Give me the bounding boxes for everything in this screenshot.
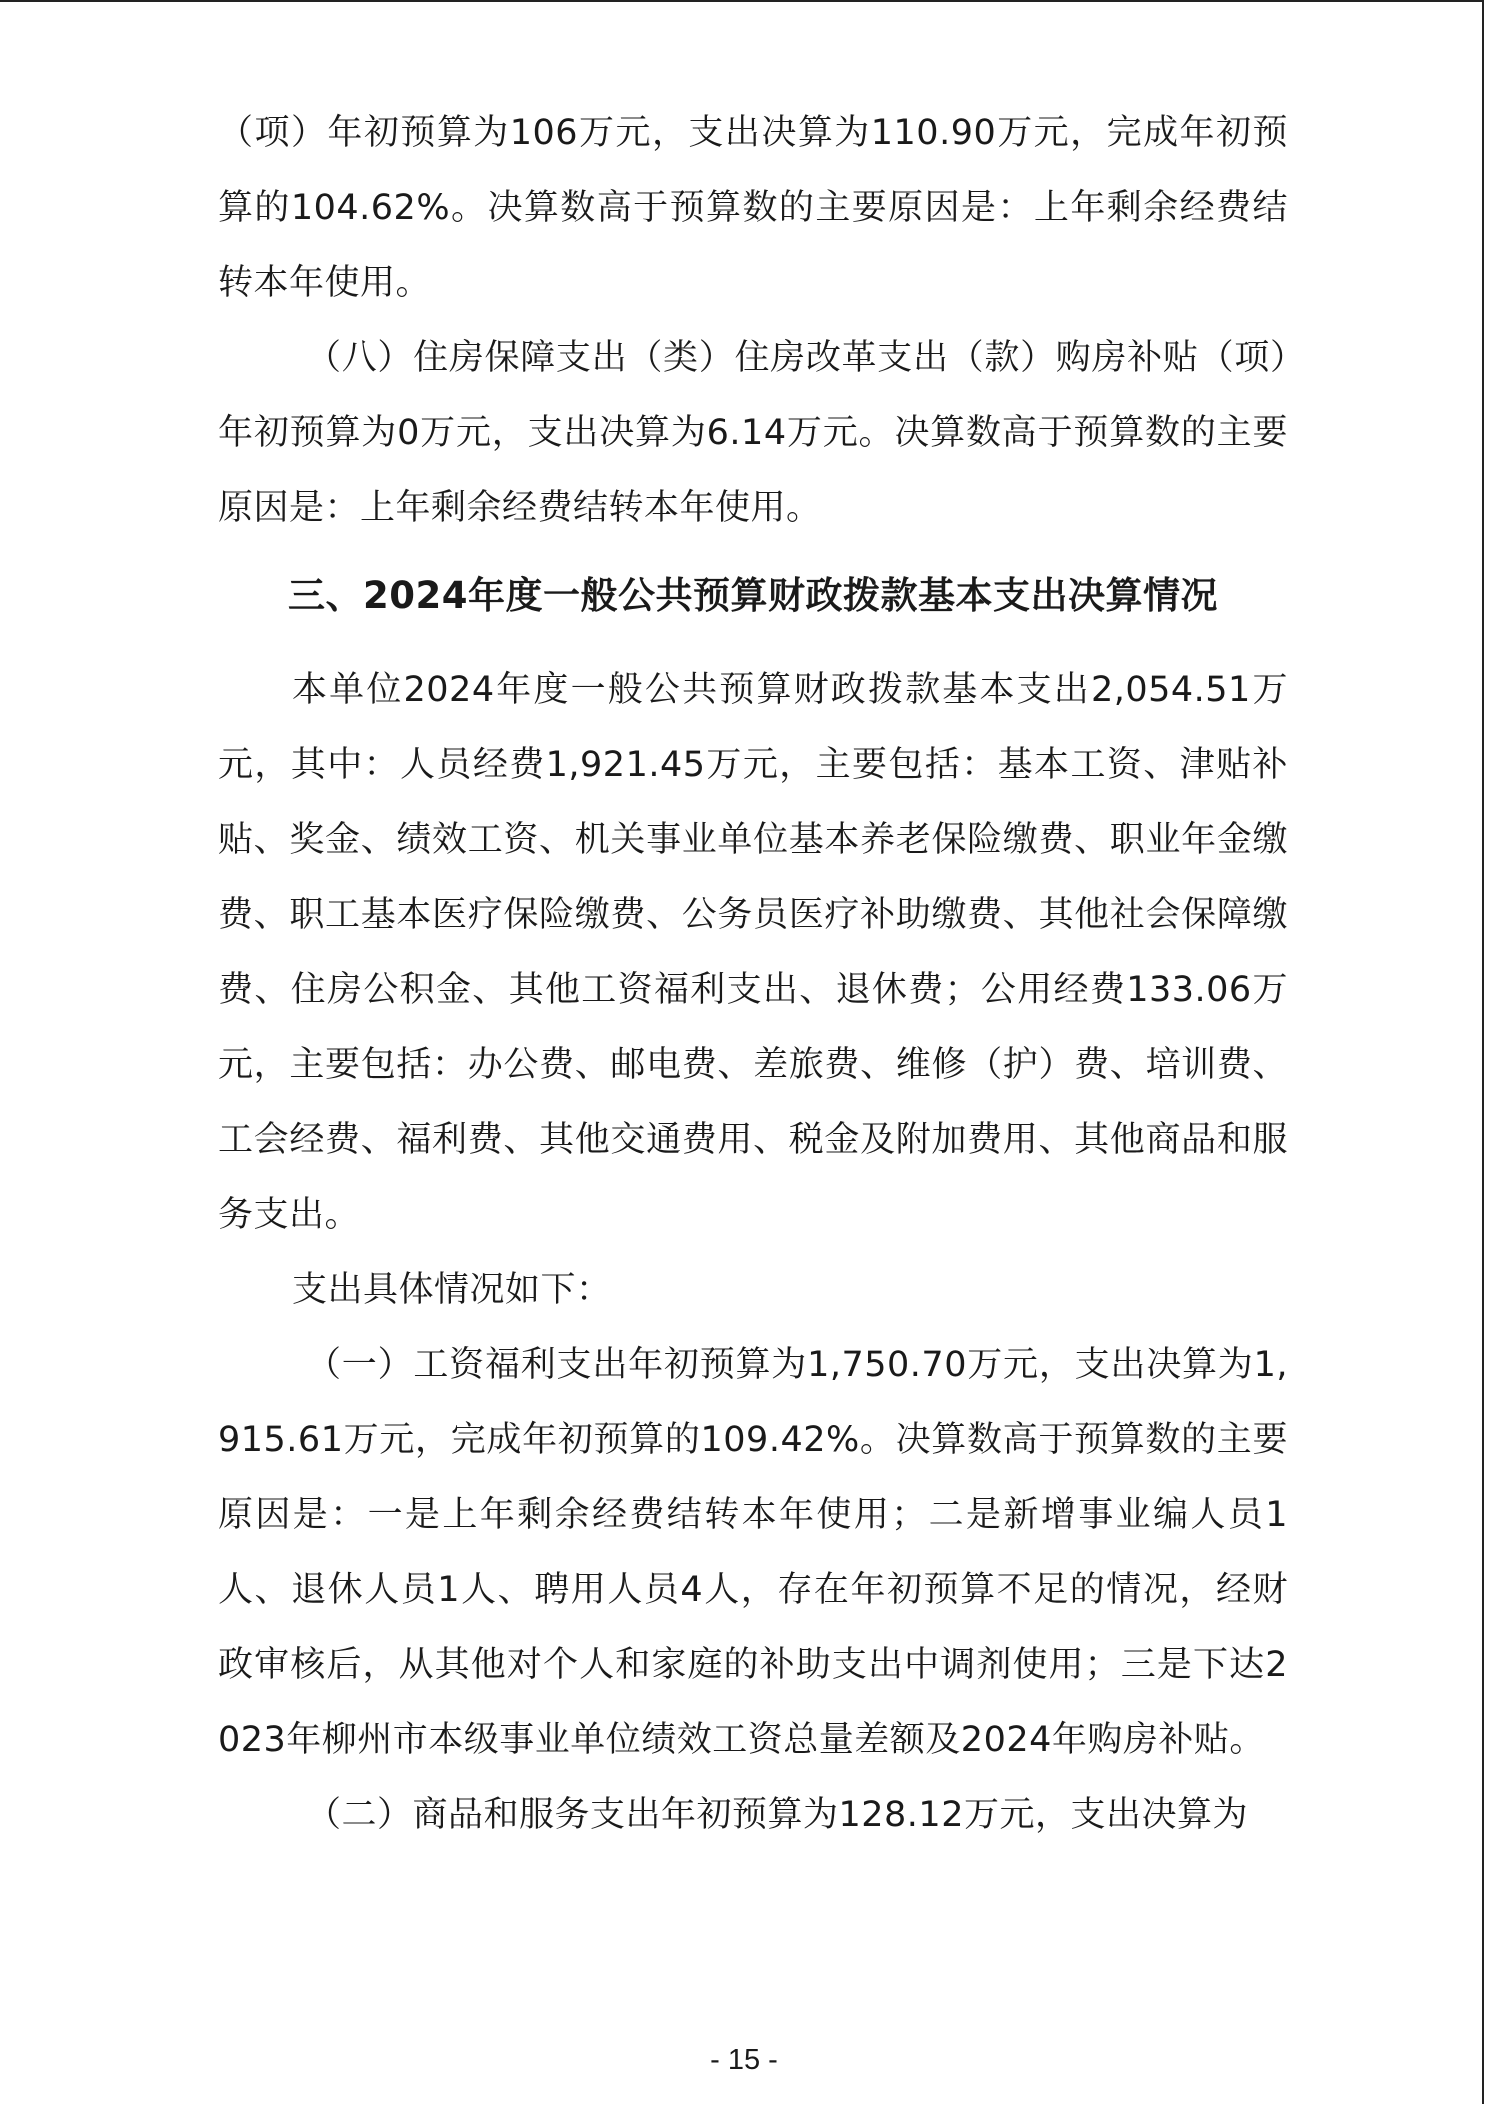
section-heading: 三、2024年度一般公共预算财政拨款基本支出决算情况 <box>288 574 1218 617</box>
paragraph-goods-services: （二）商品和服务支出年初预算为128.12万元，支出决算为 <box>306 1795 1248 1835</box>
paragraph-basic-expenditure: 本单位2024年度一般公共预算财政拨款基本支出2,054.51万元，其中：人员经费1,921.45万元，主要包括：基本工资、津贴补贴、奖金、绩效工资、机关事业单位基本养老保险缴费、职业年金缴费、职工基本医疗保险缴费、公务员医疗补助缴费、其他社会保障缴费、住房公积金、其他工资福利支出、退休费；公用经费133.06万元，主要包括：办公费、邮电费、差旅费、维修（护）费、培训费、工会经费、福利费、其他交通费用、税金及附加费用、其他商品和服务支出。 <box>218 670 1288 1235</box>
paragraph-continuation: （项）年初预算为106万元，支出决算为110.90万元，完成年初预算的104.62%。决算数高于预算数的主要原因是：上年剩余经费结转本年使用。 <box>218 113 1288 303</box>
document-body <box>218 96 1288 1853</box>
paragraph-salary-welfare: （一）工资福利支出年初预算为1,750.70万元，支出决算为1,915.61万元，完成年初预算的109.42%。决算数高于预算数的主要原因是：一是上年剩余经费结转本年使用；二是新增事业编人员1人、退休人员1人、聘用人员4人，存在年初预算不足的情况，经财政审核后，从其他对个人和家庭的补助支出中调剂使用；三是下达2023年柳州市本级事业单位绩效工资总量差额及2024年购房补贴。 <box>218 1345 1288 1760</box>
paragraph-details-intro: 支出具体情况如下： <box>292 1270 612 1310</box>
paragraph-housing-subsidy: （八）住房保障支出（类）住房改革支出（款）购房补贴（项）年初预算为0万元，支出决算为6.14万元。决算数高于预算数的主要原因是：上年剩余经费结转本年使用。 <box>218 338 1288 528</box>
page-number: - 15 - <box>710 2044 778 2076</box>
